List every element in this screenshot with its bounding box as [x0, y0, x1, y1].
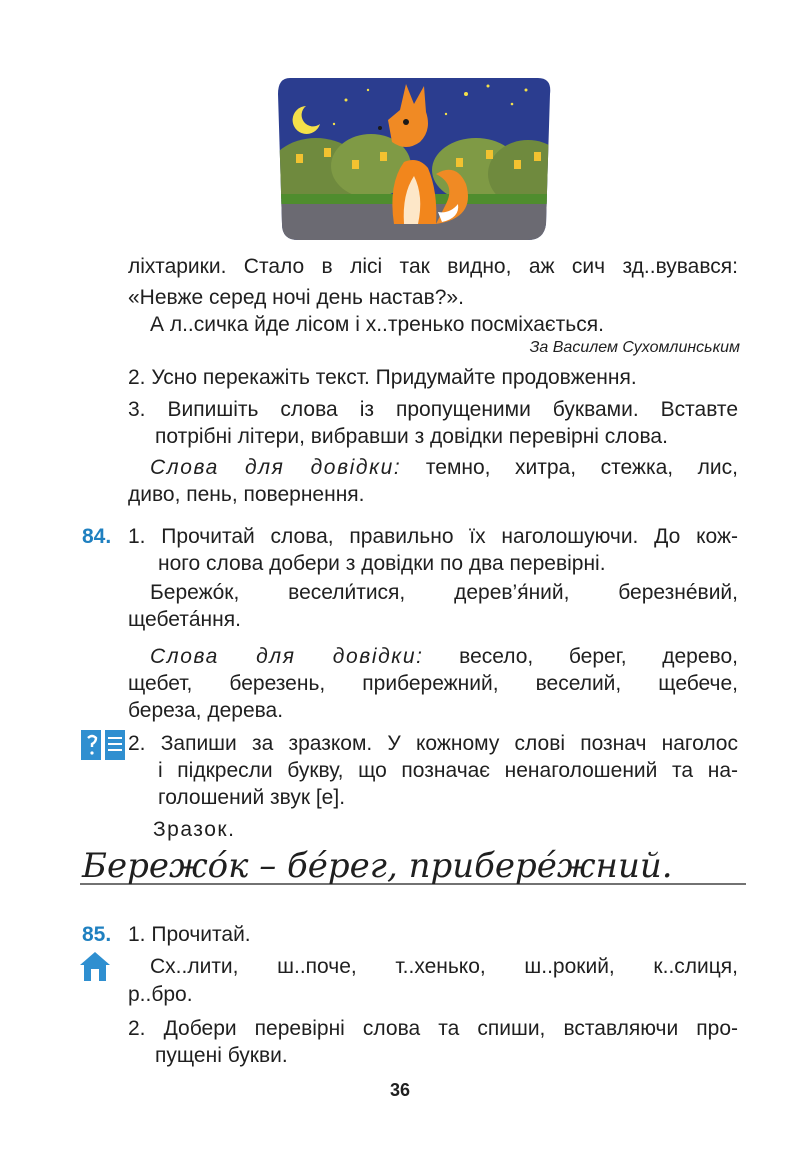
fox-night-illustration [276, 74, 554, 242]
task-instruction: голошений звук [е]. [158, 786, 346, 809]
reference-list: береза, дерева. [128, 699, 284, 722]
reference-label: Слова для довідки: [150, 456, 402, 479]
notebook-icon [80, 728, 126, 762]
task-instruction: 3. Випишіть слова із пропущеними буквами. Вставте [128, 398, 738, 421]
word-list: щебетáння. [128, 608, 241, 631]
story-line: ліхтарики. Стало в лісі так видно, аж сич зд..вувався: [128, 255, 738, 278]
home-icon [78, 950, 112, 982]
handwriting-sample: Бережóк – бéрег, прибере́жний. [82, 846, 673, 886]
task-instruction: ного слова добери з довідки по два перевірні. [158, 552, 606, 575]
page-number: 36 [389, 1080, 411, 1100]
story-author: За Василем Сухомлинським [529, 339, 740, 356]
reference-words [150, 455, 738, 481]
task-instruction: 2. Добери перевірні слова та спиши, вставляючи про- [128, 1017, 738, 1040]
task-instruction: 2. Усно перекажіть текст. Придумайте продовження. [128, 366, 637, 389]
task-instruction: 1. Прочитай слова, правильно їх наголошуючи. До кож- [128, 525, 738, 548]
reference-list: щебет, березень, прибережний, веселий, щебече, [128, 672, 738, 695]
word-list: Сх..лити, ш..поче, т..хенько, ш..рокий, к..слиця, [150, 955, 738, 978]
story-line: А л..сичка йде лісом і х..тренько посміхається. [150, 313, 604, 336]
task-instruction: 2. Запиши за зразком. У кожному слові познач наголос [128, 732, 738, 755]
word-list: р..бро. [128, 983, 193, 1006]
exercise-number: 85. [82, 923, 112, 946]
task-instruction: і підкресли букву, що позначає ненаголошений та на- [158, 759, 738, 782]
reference-label: Слова для довідки: [150, 645, 424, 668]
exercise-number: 84. [82, 525, 112, 548]
reference-list: весело, берег, дерево, [459, 645, 738, 668]
reference-list: диво, пень, повернення. [128, 483, 365, 506]
task-instruction: потрібні літери, вибравши з довідки перевірні слова. [155, 425, 668, 448]
task-instruction: пущені букви. [155, 1044, 288, 1067]
reference-words [150, 644, 738, 670]
word-list: Бережóк, весели́тися, дерев’я́ний, березнéвий, [150, 581, 738, 604]
task-instruction: 1. Прочитай. [128, 923, 251, 946]
story-line: «Невже серед ночі день настав?». [128, 286, 464, 309]
reference-list: темно, хитра, стежка, лис, [425, 456, 738, 479]
sample-label: Зразок. [153, 818, 236, 841]
